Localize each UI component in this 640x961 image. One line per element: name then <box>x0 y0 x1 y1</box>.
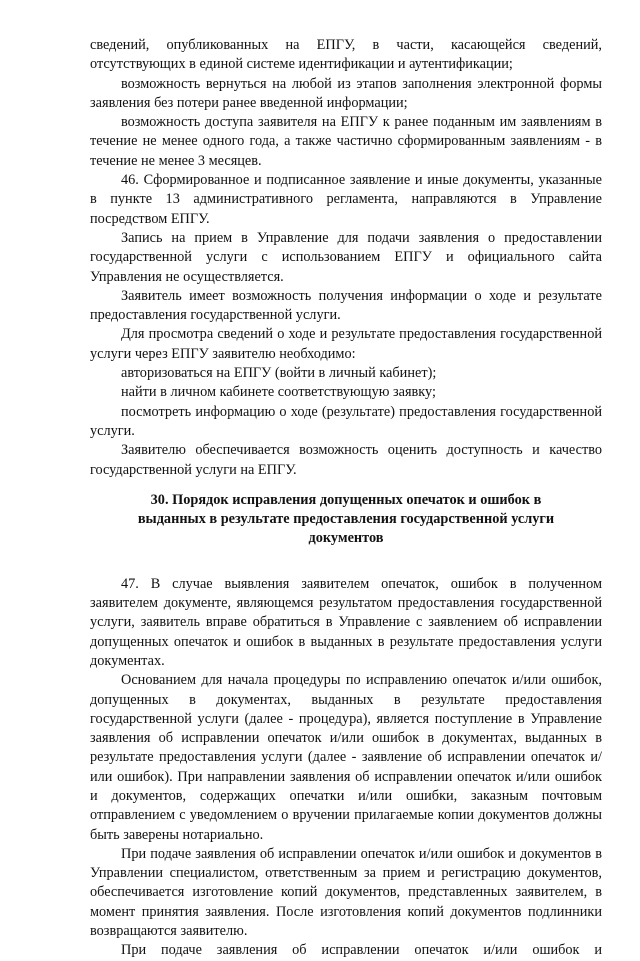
paragraph: возможность вернуться на любой из этапов заполнения электронной формы заявления без потери ранее введенной информации; <box>90 75 602 111</box>
paragraph: 47. В случае выявления заявителем опечаток, ошибок в полученном заявителем документе, являющемся результатом предоставления государственной услуги, заявитель вправе обратиться в Управление с заявлением об исправлении допущенных опечаток и ошибок в выданных в результате предоставления услуги документах. <box>90 575 602 669</box>
paragraph: Заявителю обеспечивается возможность оценить доступность и качество государственной услуги на ЕПГУ. <box>90 442 602 478</box>
paragraph: При подаче заявления об исправлении опечаток и/или ошибок и документов в Управлении специалистом, ответственным за прием и регистрацию документов, обеспечивается изготовление копий документов, представленных заявителем, в момент принятия заявления. После изготовления копий документов подлинники возвращаются заявителю. <box>90 845 602 940</box>
paragraph: 46. Сформированное и подписанное заявление и иные документы, указанные в пункте 13 административного регламента, направляются в Управление посредством ЕПГУ. <box>90 172 602 227</box>
paragraph: Для просмотра сведений о ходе и результате предоставления государственной услуги через ЕПГУ заявителю необходимо: <box>90 326 602 362</box>
text-block-bottom <box>90 575 602 961</box>
section-heading: 30. Порядок исправления допущенных опечаток и ошибок в выданных в результате предоставления государственной услуги документов <box>137 491 555 547</box>
paragraph: возможность доступа заявителя на ЕПГУ к ранее поданным им заявлениям в течение не менее одного года, а также частично сформированным заявлениям - в течение не менее 3 месяцев. <box>90 114 602 169</box>
paragraph: найти в личном кабинете соответствующую заявку; <box>121 384 436 401</box>
paragraph: Основанием для начала процедуры по исправлению опечаток и/или ошибок, допущенных в документах, выданных в результате предоставления государственной услуги (далее - процедура), является поступление в Управление заявления об исправлении опечаток и/или ошибок в документах, выданных в результате предоставления услуги (далее - заявление об исправлении опечаток и/или ошибок). При направлении заявления об исправлении опечаток и/или ошибок и документов, содержащих опечатки и/или ошибки, заказным почтовым отправлением с уведомлением о вручении прилагаемые копии документов должны быть заверены нотариально. <box>90 672 602 843</box>
document-page <box>90 36 602 961</box>
paragraph: посмотреть информацию о ходе (результате) предоставления государственной услуги. <box>90 403 602 439</box>
paragraph: авторизоваться на ЕПГУ (войти в личный кабинет); <box>121 365 437 382</box>
text-block-top <box>90 36 602 480</box>
paragraph: Запись на прием в Управление для подачи заявления о предоставлении государственной услуги с использованием ЕПГУ и официального сайта Управления не осуществляется. <box>90 229 602 285</box>
paragraph: При подаче заявления об исправлении опечаток и/или ошибок и <box>121 942 602 959</box>
paragraph: Заявитель имеет возможность получения информации о ходе и результате предоставления государственной услуги. <box>90 287 602 324</box>
paragraph: сведений, опубликованных на ЕПГУ, в части, касающейся сведений, отсутствующих в единой системе идентификации и аутентификации; <box>90 37 602 73</box>
